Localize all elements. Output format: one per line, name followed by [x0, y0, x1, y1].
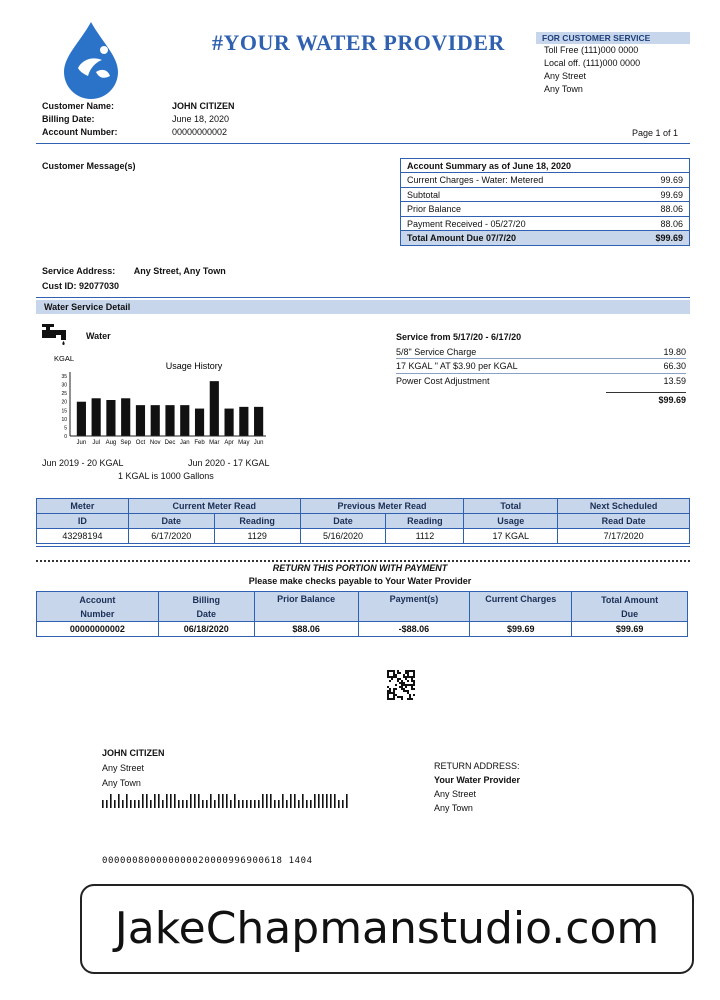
th-line: Billing [192, 594, 221, 605]
chart-x-tick: May [238, 440, 250, 446]
cust-id-value: 92077030 [79, 281, 120, 291]
customer-message-label: Customer Message(s) [42, 161, 136, 171]
chart-y-tick: 25 [61, 391, 67, 398]
chart-bar [106, 400, 115, 436]
table-header-row [37, 499, 690, 514]
summary-row [401, 188, 689, 202]
th-line: Number [80, 608, 115, 619]
water-service-detail-heading: Water Service Detail [36, 300, 690, 314]
total-due-label: Total Amount Due 07/7/20 [407, 232, 517, 243]
th-account-number [37, 592, 159, 622]
th-total: Total [464, 499, 558, 514]
th-next-scheduled: Next Scheduled [558, 499, 690, 514]
summary-row [401, 217, 689, 231]
summary-total-row [401, 231, 689, 245]
table-row [37, 622, 688, 637]
chart-x-tick: Mar [209, 440, 220, 446]
account-number: 00000000002 [172, 127, 228, 137]
th-line: Prior Balance [277, 594, 336, 604]
compare-2020: Jun 2020 - 17 KGAL [188, 458, 270, 468]
chart-x-tick: Dec [164, 440, 176, 446]
chart-bar [180, 405, 189, 436]
charge-row [396, 359, 686, 374]
th-sub: Reading [214, 514, 300, 529]
service-period-text: Service from 5/17/20 - 6/17/20 [396, 332, 522, 342]
summary-row-value: 99.69 [660, 189, 683, 200]
cs-line: Toll Free (111)000 0000 [544, 45, 639, 55]
customer-service-box [536, 32, 690, 96]
service-period [396, 330, 686, 345]
return-portion-subtitle: Please make checks payable to Your Water Provider [248, 576, 472, 586]
th-sub: Reading [386, 514, 464, 529]
table-cell: $99.69 [572, 622, 688, 637]
return-portion-title: RETURN THIS PORTION WITH PAYMENT [272, 563, 448, 573]
usage-history-chart [34, 352, 278, 448]
th-sub: Read Date [558, 514, 690, 529]
water-drop-logo-icon [58, 20, 124, 100]
th-current-read: Current Meter Read [128, 499, 300, 514]
table-cell: $99.69 [470, 622, 572, 637]
table-cell: 1129 [214, 529, 300, 544]
mailing-line: Any Street [102, 763, 145, 773]
tear-line [36, 560, 690, 562]
chart-x-tick: Feb [194, 440, 205, 446]
service-charges [396, 330, 686, 405]
summary-row-label: Prior Balance [407, 204, 462, 215]
provider-name: #YOUR WATER PROVIDER [212, 30, 505, 55]
return-address-name: Your Water Provider [434, 775, 521, 785]
chart-y-tick: 20 [61, 399, 67, 406]
summary-row [401, 202, 689, 216]
th-line: Total Amount [601, 594, 659, 605]
chart-ylabel: KGAL [54, 354, 75, 363]
page-indicator: Page 1 of 1 [632, 128, 679, 138]
charge-row [396, 374, 686, 389]
customer-info [42, 100, 342, 140]
chart-x-tick: Jun [253, 440, 264, 446]
charges-total: $99.69 [606, 392, 686, 405]
summary-row-label: Current Charges - Water: Metered [407, 175, 544, 186]
mailing-line: Any Town [102, 778, 141, 788]
th-line: Date [196, 608, 217, 619]
divider [36, 297, 690, 298]
billing-date: June 18, 2020 [172, 114, 230, 124]
table-cell: 5/16/2020 [300, 529, 386, 544]
chart-title: Usage History [165, 361, 223, 371]
service-address-label: Service Address: [42, 266, 116, 276]
watermark-banner: JakeChapmanstudio.com [80, 884, 694, 974]
chart-bar [92, 398, 101, 436]
payment-stub-table [36, 591, 688, 637]
chart-bar [121, 398, 130, 436]
th-current-charges [470, 592, 572, 622]
charge-row [396, 345, 686, 360]
chart-x-tick: Jan [179, 440, 190, 446]
th-sub: Date [300, 514, 386, 529]
billing-date-label: Billing Date: [42, 114, 95, 124]
charge-value: 19.80 [663, 346, 686, 357]
customer-name: JOHN CITIZEN [172, 101, 235, 111]
table-cell: 17 KGAL [464, 529, 558, 544]
table-cell: 6/17/2020 [128, 529, 214, 544]
summary-row-value: 88.06 [660, 204, 683, 215]
chart-y-tick: 15 [61, 408, 67, 415]
th-sub: Date [128, 514, 214, 529]
summary-row-label: Payment Received - 05/27/20 [407, 218, 526, 229]
table-cell: 43298194 [37, 529, 129, 544]
chart-bar [210, 381, 219, 436]
th-previous-read: Previous Meter Read [300, 499, 464, 514]
service-address-value: Any Street, Any Town [133, 266, 226, 276]
th-prior-balance [254, 592, 358, 622]
table-cell: 1112 [386, 529, 464, 544]
service-address [42, 266, 226, 276]
th-line: Current Charges [485, 594, 557, 604]
chart-y-tick: 5 [64, 425, 67, 432]
divider [36, 546, 690, 547]
th-billing-date [158, 592, 254, 622]
cust-id-label: Cust ID: [42, 281, 77, 291]
chart-bar [77, 402, 86, 436]
ocr-scan-line: 000000800000000020000996900618 1404 [102, 856, 313, 866]
customer-name-label: Customer Name: [42, 101, 115, 111]
account-number-label: Account Number: [42, 127, 118, 137]
summary-title [401, 159, 689, 173]
cs-line: Any Street [544, 71, 587, 81]
chart-x-tick: Nov [149, 440, 161, 446]
chart-x-tick: Jun [76, 440, 87, 446]
qr-code-icon [387, 670, 415, 700]
mailing-name: JOHN CITIZEN [102, 748, 165, 758]
th-total-amount-due [572, 592, 688, 622]
customer-service-heading: FOR CUSTOMER SERVICE [536, 32, 690, 44]
chart-bar [151, 405, 160, 436]
cust-id [42, 281, 119, 291]
summary-row-value: 99.69 [660, 175, 683, 186]
chart-x-tick: Sep [120, 440, 132, 446]
chart-bar [254, 407, 263, 436]
mailing-address [102, 746, 165, 791]
chart-bar [165, 405, 174, 436]
compare-2019: Jun 2019 - 20 KGAL [42, 458, 124, 468]
table-header-row [37, 592, 688, 622]
summary-title-text: Account Summary as of June 18, 2020 [407, 161, 572, 171]
chart-y-tick: 10 [61, 416, 67, 423]
chart-x-tick: Apr [224, 440, 234, 446]
water-faucet-icon [40, 324, 70, 346]
th-payments [358, 592, 470, 622]
cs-line: Local off. (111)000 0000 [544, 58, 641, 68]
kgal-note: 1 KGAL is 1000 Gallons [118, 471, 214, 481]
total-due-value: $99.69 [655, 232, 683, 243]
chart-bar [136, 405, 145, 436]
summary-row-value: 88.06 [660, 218, 683, 229]
return-address-label: RETURN ADDRESS: [434, 761, 520, 771]
chart-y-tick: 35 [61, 374, 67, 380]
return-address [434, 759, 520, 815]
chart-bar [239, 407, 248, 436]
chart-y-tick: 0 [64, 434, 67, 440]
cs-line: Any Town [544, 84, 583, 94]
charge-label: 17 KGAL " AT $3.90 per KGAL [396, 361, 518, 371]
summary-row [401, 173, 689, 187]
th-line: Payment(s) [389, 594, 439, 604]
th-sub: Usage [464, 514, 558, 529]
chart-bar [224, 409, 233, 436]
table-row [37, 529, 690, 544]
th-line: Account [79, 594, 116, 605]
chart-x-tick: Aug [105, 440, 117, 446]
chart-x-tick: Jul [92, 440, 100, 446]
table-cell: 00000000002 [37, 622, 159, 637]
return-address-line: Any Street [434, 789, 477, 799]
chart-y-tick: 30 [61, 382, 67, 389]
charge-label: Power Cost Adjustment [396, 375, 490, 386]
th-meter: Meter [37, 499, 129, 514]
th-sub: ID [37, 514, 129, 529]
charge-label: 5/8" Service Charge [396, 346, 477, 357]
table-cell: -$88.06 [358, 622, 470, 637]
water-label: Water [86, 331, 111, 341]
charge-value: 66.30 [663, 361, 686, 371]
meter-read-table [36, 498, 690, 544]
th-line: Due [621, 608, 639, 619]
table-cell: 7/17/2020 [558, 529, 690, 544]
table-cell: $88.06 [254, 622, 358, 637]
postal-barcode-icon [102, 794, 350, 808]
table-subheader-row [37, 514, 690, 529]
chart-bar [195, 409, 204, 436]
summary-row-label: Subtotal [407, 189, 441, 200]
charge-value: 13.59 [663, 375, 686, 386]
account-summary [400, 158, 690, 246]
return-address-line: Any Town [434, 803, 473, 813]
table-cell: 06/18/2020 [158, 622, 254, 637]
divider [36, 143, 690, 144]
chart-x-tick: Oct [135, 440, 146, 446]
